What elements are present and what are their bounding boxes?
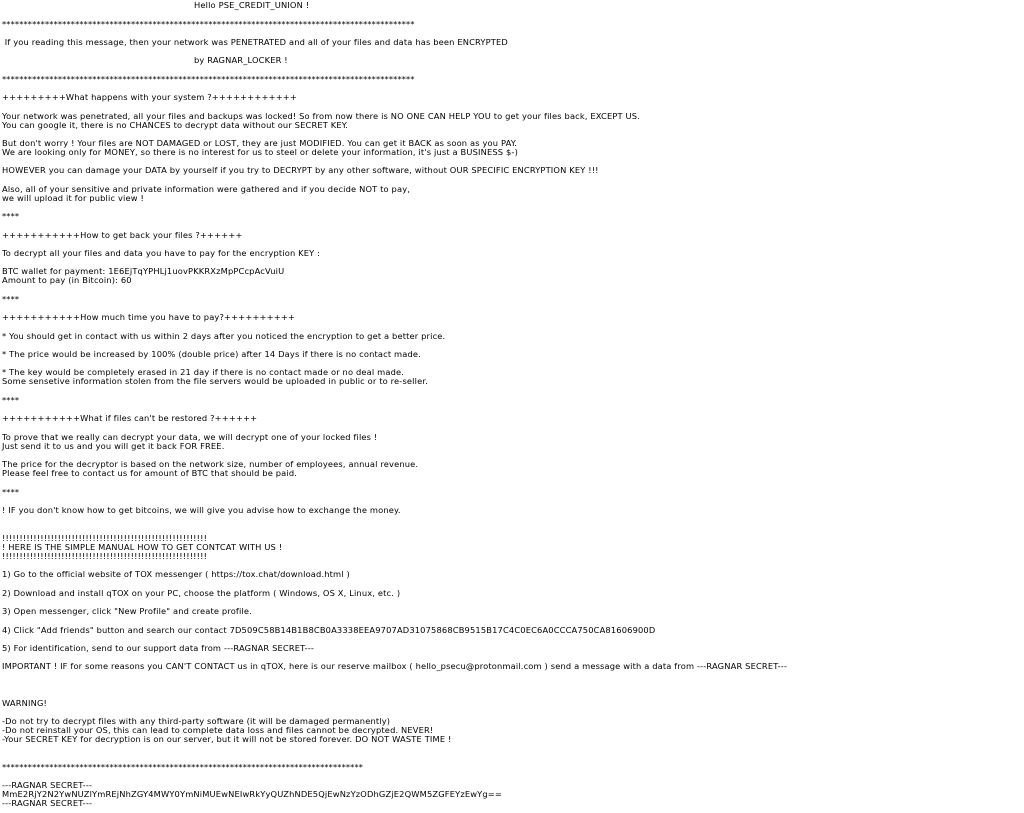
- greeting-line: Hello PSE_CREDIT_UNION !: [194, 0, 310, 10]
- section1-heading: +++++++++What happens with your system ?++++++++++++: [2, 92, 297, 102]
- secret-open-marker: ---RAGNAR SECRET---: [2, 780, 93, 790]
- section1-paragraph: HOWEVER you can damage your DATA by yourself if you try to DECRYPT by any other software, without OUR SPECIFIC ENCRYPTION KEY !!!: [2, 165, 599, 175]
- secret-value: MmE2RjY2N2YwNUZlYmREjNhZGY4MWY0YmNiMUEwNEIwRkYyQUZhNDE5QjEwNzYzODhGZjE2QWM5ZGFEYzEwYg==: [2, 789, 502, 799]
- exclamation-rule: !!!!!!!!!!!!!!!!!!!!!!!!!!!!!!!!!!!!!!!!!!!!!!!!!!!!!!!!!!!: [2, 551, 208, 561]
- section4-paragraph: Please feel free to contact us for amount of BTC that should be paid.: [2, 468, 298, 478]
- divider: ****: [2, 294, 20, 304]
- section4-paragraph: To prove that we really can decrypt your data, we will decrypt one of your locked files !: [2, 432, 378, 442]
- section4-paragraph: Just send it to us and you will get it back FOR FREE.: [2, 441, 225, 451]
- warning-line: -Do not reinstall your OS, this can lead to complete data loss and files cannot be decrypted. NEVER!: [2, 725, 434, 735]
- section4-paragraph: The price for the decryptor is based on the network size, number of employees, annual revenue.: [2, 459, 419, 469]
- manual-step: 2) Download and install qTOX on your PC, choose the platform ( Windows, OS X, Linux, etc. ): [2, 588, 401, 598]
- section3-heading: +++++++++++How much time you have to pay?++++++++++: [2, 312, 296, 322]
- bitcoin-advice-line: ! IF you don't know how to get bitcoins, we will give you advise how to exchange the money.: [2, 505, 401, 515]
- section1-paragraph: But don't worry ! Your files are NOT DAMAGED or LOST, they are just MODIFIED. You can get it BACK as soon as you PAY.: [2, 138, 518, 148]
- amount-line: Amount to pay (in Bitcoin): 60: [2, 275, 132, 285]
- section3-bullet: * You should get in contact with us within 2 days after you noticed the encryption to get a better price.: [2, 331, 446, 341]
- exclamation-rule: !!!!!!!!!!!!!!!!!!!!!!!!!!!!!!!!!!!!!!!!!!!!!!!!!!!!!!!!!!!: [2, 533, 208, 543]
- section4-heading: +++++++++++What if files can't be restored ?++++++: [2, 413, 258, 423]
- section2-paragraph: To decrypt all your files and data you have to pay for the encryption KEY :: [2, 248, 321, 258]
- warning-line: -Do not try to decrypt files with any third-party software (it will be damaged permanently): [2, 716, 391, 726]
- manual-step: 3) Open messenger, click "New Profile" and create profile.: [2, 606, 252, 616]
- separator-mid: ************************************************************************************************: [2, 74, 415, 84]
- manual-step: 4) Click "Add friends" button and search our contact 7D509C58B14B1B8CB0A3338EEA9707AD31075868CB9515B17C4C0EC6A0CCCA750CA81606900D: [2, 625, 656, 635]
- section1-paragraph: You can google it, there is no CHANCES to decrypt data without our SECRET KEY.: [2, 120, 349, 130]
- btc-wallet-line: BTC wallet for payment: 1E6EjTqYPHLj1uovPKKRXzMpPCcpAcVuiU: [2, 266, 285, 276]
- divider: ****: [2, 487, 20, 497]
- section1-paragraph: Your network was penetrated, all your files and backups was locked! So from now there is NO ONE CAN HELP YOU to get your files back, EXCEPT US.: [2, 111, 640, 121]
- manual-step: 5) For identification, send to our support data from ---RAGNAR SECRET---: [2, 643, 315, 653]
- section1-paragraph: Also, all of your sensitive and private information were gathered and if you decide NOT to pay,: [2, 184, 411, 194]
- section3-bullet: * The key would be completely erased in 21 day if there is no contact made or no deal made.: [2, 367, 405, 377]
- warning-heading: WARNING!: [2, 698, 48, 708]
- manual-heading: ! HERE IS THE SIMPLE MANUAL HOW TO GET CONTCAT WITH US !: [2, 542, 283, 552]
- section1-paragraph: We are looking only for MONEY, so there is no interest for us to steel or delete your information, it's just a BUSINESS $-): [2, 147, 518, 157]
- intro-line: If you reading this message, then your network was PENETRATED and all of your files and data has been ENCRYPTED: [2, 37, 508, 47]
- signature-line: by RAGNAR_LOCKER !: [194, 55, 288, 65]
- section3-bullet: * The price would be increased by 100% (double price) after 14 Days if there is no contact made.: [2, 349, 421, 359]
- important-line: IMPORTANT ! IF for some reasons you CAN'T CONTACT us in qTOX, here is our reserve mailbox ( hello_psecu@protonmail.com ) send a message with a data from ---RAGNAR SECRET---: [2, 661, 788, 671]
- separator-bottom: ************************************************************************************: [2, 762, 364, 772]
- section2-heading: +++++++++++How to get back your files ?++++++: [2, 230, 243, 240]
- separator-top: ************************************************************************************************: [2, 19, 415, 29]
- divider: ****: [2, 395, 20, 405]
- divider: ****: [2, 211, 20, 221]
- secret-close-marker: ---RAGNAR SECRET---: [2, 798, 93, 808]
- manual-step: 1) Go to the official website of TOX messenger ( https://tox.chat/download.html ): [2, 569, 350, 579]
- warning-line: -Your SECRET KEY for decryption is on our server, but it will not be stored forever. DO NOT WASTE TIME !: [2, 734, 452, 744]
- section3-bullet: Some sensetive information stolen from the file servers would be uploaded in public or to re-seller.: [2, 376, 428, 386]
- section1-paragraph: we will upload it for public view !: [2, 193, 144, 203]
